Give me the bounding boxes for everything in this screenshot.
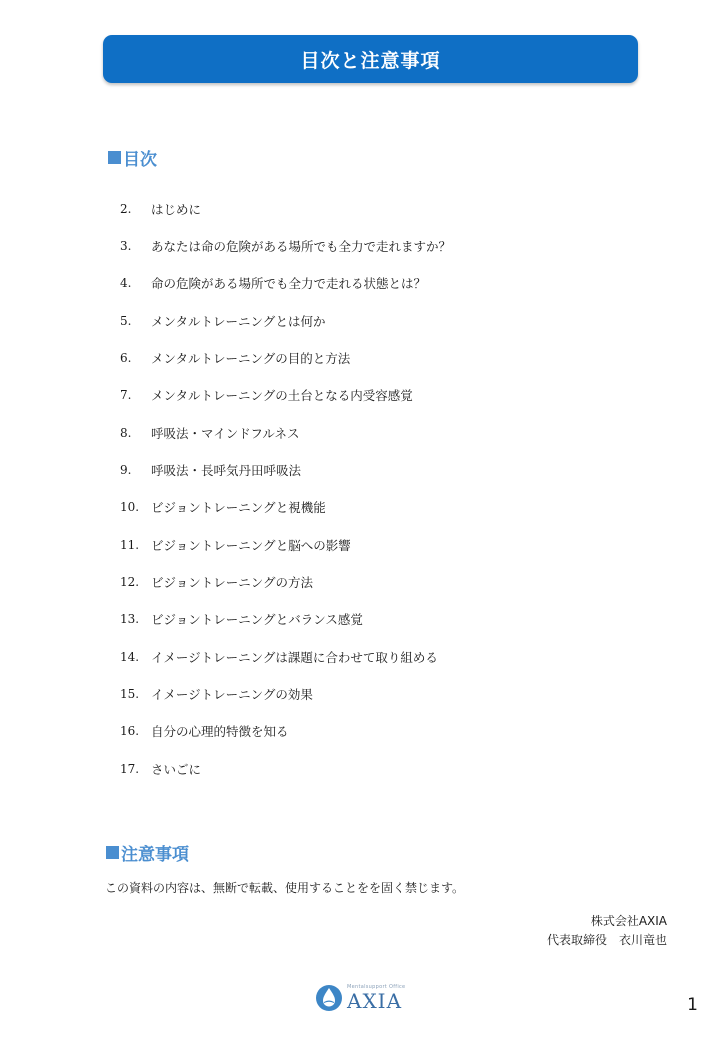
toc-item-title: はじめに — [151, 201, 202, 217]
square-bullet-icon — [108, 151, 121, 164]
toc-item-number: 16. — [120, 724, 140, 739]
toc-item-title: メンタルトレーニングの土台となる内受容感覚 — [151, 388, 413, 404]
page-title: 目次と注意事項 — [300, 49, 441, 72]
toc-item — [120, 675, 640, 712]
toc-item — [120, 265, 640, 302]
toc-item — [120, 638, 640, 675]
representative-name: 代表取締役 衣川竜也 — [546, 933, 667, 947]
toc-item — [120, 451, 640, 488]
toc-item-number: 9. — [120, 462, 132, 477]
toc-item-title: メンタルトレーニングとは何か — [151, 313, 326, 329]
toc-item — [120, 526, 640, 563]
logo-tagline: Mentalsupport Office — [347, 984, 406, 990]
toc-item-title: 呼吸法・長呼気丹田呼吸法 — [151, 462, 302, 478]
toc-item-number: 17. — [120, 761, 140, 776]
toc-item-number: 7. — [120, 388, 132, 403]
toc-item-title: ビジョントレーニングと視機能 — [151, 500, 326, 516]
toc-item-number: 12. — [120, 574, 140, 589]
toc-item-number: 3. — [120, 238, 132, 253]
toc-item — [120, 377, 640, 414]
toc-item-title: 自分の心理的特徴を知る — [151, 724, 289, 740]
toc-item — [120, 227, 640, 264]
toc-item — [120, 713, 640, 750]
toc-item-number: 4. — [120, 276, 132, 291]
toc-item — [120, 489, 640, 526]
toc-item-title: ビジョントレーニングと脳への影響 — [151, 537, 351, 553]
page-number: 1 — [687, 995, 698, 1015]
toc-item-title: あなたは命の危険がある場所でも全力で走れますか？ — [151, 238, 452, 254]
toc-item — [120, 339, 640, 376]
toc-item-title: イメージトレーニングは課題に合わせて取り組める — [151, 649, 438, 665]
toc-item-number: 13. — [120, 612, 140, 627]
company-name: 株式会社AXIA — [590, 914, 667, 928]
water-drop-icon — [315, 984, 343, 1012]
toc-item — [120, 414, 640, 451]
toc-item-title: さいごに — [151, 761, 202, 777]
toc-item — [120, 190, 640, 227]
toc-item-number: 14. — [120, 649, 140, 664]
notice-heading-label: 注意事項 — [121, 845, 189, 865]
signature-block — [547, 912, 667, 950]
square-bullet-icon — [106, 846, 119, 859]
notice-heading — [106, 840, 189, 865]
toc-list — [120, 190, 640, 787]
toc-item-title: ビジョントレーニングとバランス感覚 — [151, 612, 363, 628]
toc-item-number: 10. — [120, 500, 140, 515]
toc-item — [120, 750, 640, 787]
toc-item — [120, 302, 640, 339]
toc-item-title: イメージトレーニングの効果 — [151, 686, 313, 702]
logo-name: AXIA — [347, 989, 403, 1013]
toc-heading-label: 目次 — [123, 150, 157, 170]
toc-heading — [108, 145, 157, 170]
toc-item-number: 15. — [120, 686, 140, 701]
toc-item-number: 11. — [120, 537, 140, 552]
toc-item — [120, 563, 640, 600]
toc-item-number: 6. — [120, 350, 132, 365]
toc-item-title: ビジョントレーニングの方法 — [151, 574, 314, 590]
toc-item-number: 8. — [120, 425, 132, 440]
toc-item-number: 2. — [120, 201, 132, 216]
toc-item — [120, 601, 640, 638]
title-banner — [103, 35, 638, 83]
notice-text: この資料の内容は、無断で転載、使用することをを固く禁じます。 — [105, 881, 465, 895]
toc-item-title: 呼吸法・マインドフルネス — [151, 425, 300, 441]
toc-item-number: 5. — [120, 313, 132, 328]
toc-item-title: メンタルトレーニングの目的と方法 — [151, 350, 351, 366]
toc-item-title: 命の危険がある場所でも全力で走れる状態とは？ — [151, 276, 427, 292]
axia-logo — [315, 980, 405, 1016]
